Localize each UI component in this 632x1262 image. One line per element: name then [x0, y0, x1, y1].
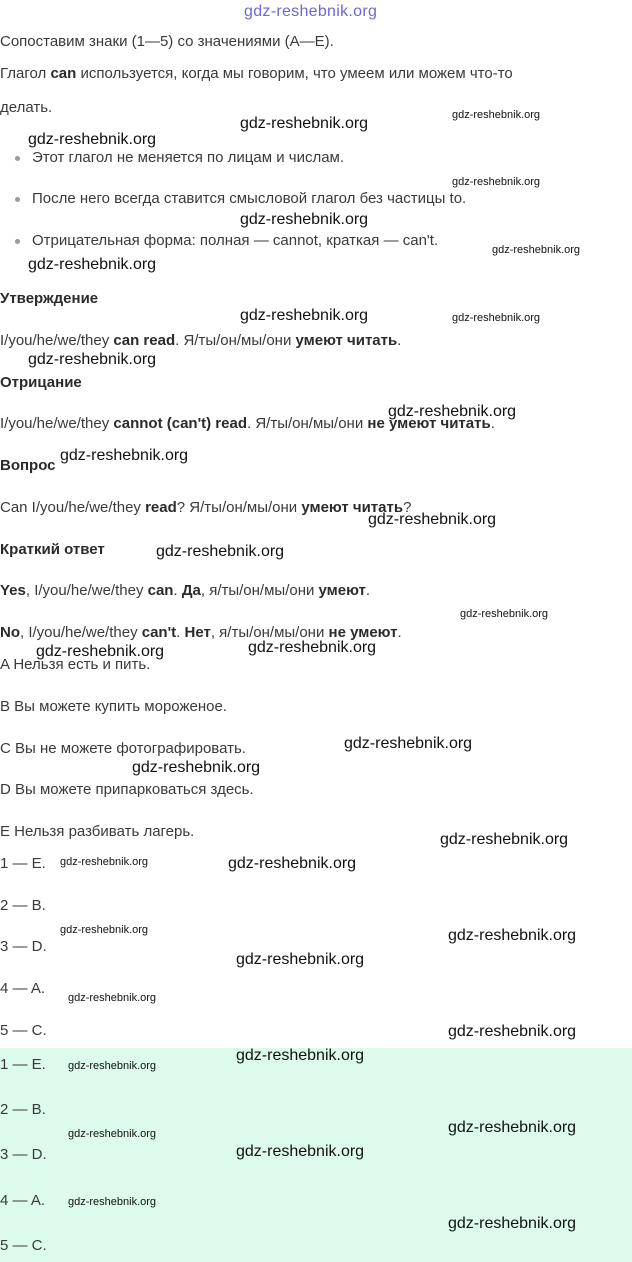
answer-item: 1 — E.	[0, 1056, 46, 1073]
top-watermark: gdz-reshebnik.org	[244, 3, 378, 20]
bullet-dot-icon	[15, 197, 20, 202]
watermark: gdz-reshebnik.org	[68, 992, 157, 1004]
watermark: gdz-reshebnik.org	[240, 307, 369, 324]
watermark: gdz-reshebnik.org	[460, 608, 549, 620]
bullet-dot-icon	[15, 239, 20, 244]
watermark: gdz-reshebnik.org	[68, 1060, 157, 1072]
watermark: gdz-reshebnik.org	[388, 403, 517, 420]
bullet-item: Отрицательная форма: полная — cannot, краткая — can't.	[15, 231, 438, 251]
watermark: gdz-reshebnik.org	[28, 131, 157, 148]
affirmation-heading: Утверждение	[0, 290, 99, 307]
question-line: Can I/you/he/we/they read? Я/ты/он/мы/они умеют читать?	[0, 499, 412, 516]
meaning-item: B Вы можете купить мороженое.	[0, 698, 227, 715]
watermark: gdz-reshebnik.org	[228, 855, 357, 872]
answer-item: 4 — A.	[0, 1192, 46, 1209]
match-item: 5 — C.	[0, 1022, 47, 1039]
watermark: gdz-reshebnik.org	[448, 1119, 577, 1136]
watermark: gdz-reshebnik.org	[236, 951, 365, 968]
watermark: gdz-reshebnik.org	[28, 351, 157, 368]
answer-item: 5 — C.	[0, 1237, 47, 1254]
watermark: gdz-reshebnik.org	[368, 511, 497, 528]
watermark: gdz-reshebnik.org	[452, 109, 541, 121]
watermark: gdz-reshebnik.org	[60, 924, 149, 936]
watermark: gdz-reshebnik.org	[440, 831, 569, 848]
negation-heading: Отрицание	[0, 374, 82, 391]
match-item: 4 — A.	[0, 980, 46, 997]
short-answer-heading: Краткий ответ	[0, 541, 105, 558]
watermark: gdz-reshebnik.org	[236, 1143, 365, 1160]
affirmation-line: I/you/he/we/they can read. Я/ты/он/мы/они умеют читать.	[0, 332, 402, 349]
meaning-item: C Вы не можете фотографировать.	[0, 740, 246, 757]
bullet-dot-icon	[15, 156, 20, 161]
match-item: 2 — B.	[0, 897, 46, 914]
question-heading: Вопрос	[0, 457, 56, 474]
watermark: gdz-reshebnik.org	[452, 312, 541, 324]
watermark: gdz-reshebnik.org	[132, 759, 261, 776]
answer-item: 3 — D.	[0, 1146, 47, 1163]
watermark: gdz-reshebnik.org	[240, 115, 369, 132]
watermark: gdz-reshebnik.org	[60, 447, 189, 464]
watermark: gdz-reshebnik.org	[156, 543, 285, 560]
watermark: gdz-reshebnik.org	[68, 1196, 157, 1208]
match-item: 3 — D.	[0, 938, 47, 955]
negation-line: I/you/he/we/they cannot (can't) read. Я/ты/он/мы/они не умеют читать.	[0, 415, 495, 432]
watermark: gdz-reshebnik.org	[68, 1128, 157, 1140]
watermark: gdz-reshebnik.org	[60, 856, 149, 868]
watermark: gdz-reshebnik.org	[492, 244, 581, 256]
meaning-item: D Вы можете припарковаться здесь.	[0, 781, 254, 798]
watermark: gdz-reshebnik.org	[448, 1023, 577, 1040]
bullet-item: Этот глагол не меняется по лицам и числам.	[15, 148, 344, 168]
short-answer-no: No, I/you/he/we/they can't. Нет, я/ты/он/мы/они не умеют.	[0, 624, 402, 641]
short-answer-yes: Yes, I/you/he/we/they can. Да, я/ты/он/мы/они умеют.	[0, 582, 371, 599]
watermark: gdz-reshebnik.org	[344, 735, 473, 752]
answer-item: 2 — B.	[0, 1101, 46, 1118]
watermark: gdz-reshebnik.org	[236, 1047, 365, 1064]
watermark: gdz-reshebnik.org	[448, 927, 577, 944]
watermark: gdz-reshebnik.org	[448, 1215, 577, 1232]
watermark: gdz-reshebnik.org	[28, 256, 157, 273]
match-item: 1 — E.	[0, 855, 46, 872]
watermark: gdz-reshebnik.org	[248, 639, 377, 656]
intro-line-3: делать.	[0, 99, 53, 116]
meaning-item: E Нельзя разбивать лагерь.	[0, 823, 195, 840]
watermark: gdz-reshebnik.org	[240, 211, 369, 228]
watermark: gdz-reshebnik.org	[36, 643, 165, 660]
watermark: gdz-reshebnik.org	[452, 176, 541, 188]
bullet-item: После него всегда ставится смысловой глагол без частицы to.	[15, 189, 466, 209]
meaning-item: A Нельзя есть и пить.	[0, 656, 151, 673]
intro-line-2: Глагол can используется, когда мы говорим, что умеем или можем что-то	[0, 65, 513, 82]
intro-line-1: Сопоставим знаки (1—5) со значениями (A—E).	[0, 33, 334, 50]
